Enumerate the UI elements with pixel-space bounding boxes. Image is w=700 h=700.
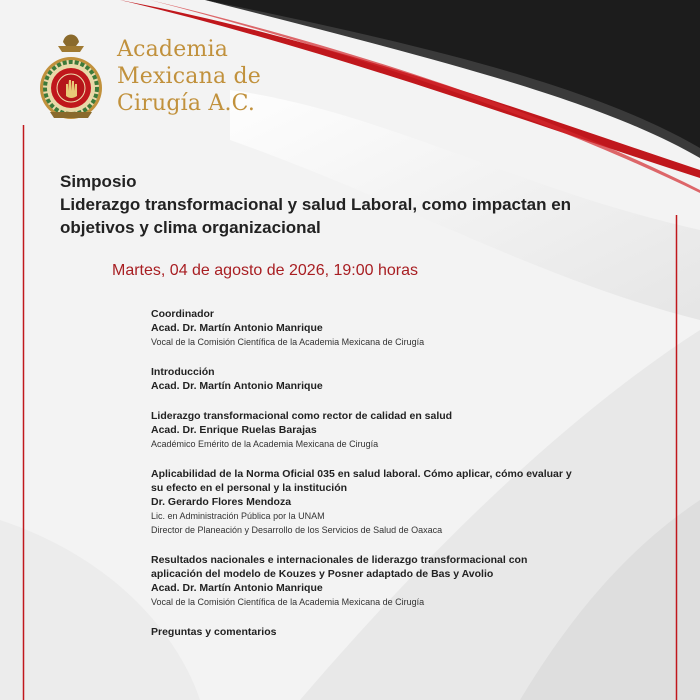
event-title: Liderazgo transformacional y salud Laboral, como impactan en objetivos y clima organizacional (60, 195, 572, 237)
org-name-line-1: Academia (117, 37, 229, 62)
program-item-coordinator (151, 307, 581, 349)
program-topic: Coordinador (151, 308, 214, 320)
event-type: Simposio (60, 172, 137, 191)
program-speaker-role: Vocal de la Comisión Científica de la Academia Mexicana de Cirugía (151, 337, 425, 347)
program-item-qa (151, 625, 581, 639)
program-item-talk-2 (151, 467, 581, 537)
org-name-line-3: Cirugía A.C. (117, 91, 256, 116)
program-speaker-role: Vocal de la Comisión Científica de la Academia Mexicana de Cirugía (151, 597, 425, 607)
program-topic: Aplicabilidad de la Norma Oficial 035 en salud laboral. Cómo aplicar, cómo evaluar y su efecto en el personal y la institución (151, 468, 572, 494)
program-topic: Liderazgo transformacional como rector de calidad en salud (151, 410, 453, 422)
org-name-line-2: Mexicana de (117, 64, 262, 89)
program-list (151, 307, 581, 655)
program-item-talk-1 (151, 409, 581, 451)
program-topic: Resultados nacionales e internacionales de liderazgo transformacional con aplicación del modelo de Kouzes y Posner adaptado de Bas y Avolio (151, 554, 528, 580)
program-speaker: Dr. Gerardo Flores Mendoza (151, 496, 292, 508)
program-speaker: Acad. Dr. Martín Antonio Manrique (151, 380, 323, 392)
organization-name (117, 36, 261, 117)
program-speaker: Acad. Dr. Enrique Ruelas Barajas (151, 424, 317, 436)
program-speaker: Acad. Dr. Martín Antonio Manrique (151, 322, 323, 334)
program-speaker-role: Lic. en Administración Pública por la UNAM (151, 511, 325, 521)
program-speaker-role: Director de Planeación y Desarrollo de los Servicios de Salud de Oaxaca (151, 525, 443, 535)
program-topic: Preguntas y comentarios (151, 626, 277, 638)
program-speaker-role: Académico Emérito de la Academia Mexicana de Cirugía (151, 439, 379, 449)
program-item-talk-3 (151, 553, 581, 609)
academy-logo (36, 28, 106, 124)
program-topic: Introducción (151, 366, 215, 378)
event-date: Martes, 04 de agosto de 2026, 19:00 horas (112, 262, 418, 279)
program-item-introduction (151, 365, 581, 393)
program-speaker: Acad. Dr. Martín Antonio Manrique (151, 582, 323, 594)
